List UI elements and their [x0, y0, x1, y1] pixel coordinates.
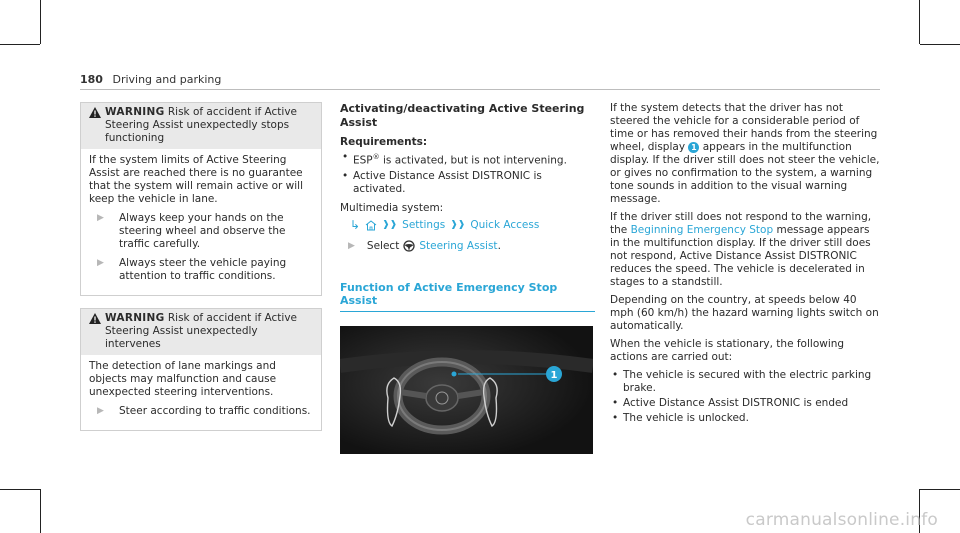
instruction-text: Always steer the vehicle paying attention to traffic conditions. — [119, 257, 287, 282]
header-divider — [80, 89, 880, 90]
crop-mark — [920, 489, 960, 490]
multimedia-label: Multimedia system: — [340, 201, 444, 214]
watermark: carmanualsonline.info — [745, 510, 938, 530]
warning-title: Risk of accident if Active Steering Assist unexpectedly intervenes — [105, 312, 297, 350]
emergency-heading: Function of Active Emergency Stop Assist — [340, 281, 595, 312]
list-item: • ESP® is activated, but is not intervening. — [340, 151, 595, 168]
warning-box-2 — [80, 308, 322, 431]
instruction — [97, 405, 313, 418]
instruction-text: Steer according to traffic conditions. — [119, 405, 311, 417]
warning-label: WARNING — [105, 312, 165, 324]
warning-text: The detection of lane markings and objects may malfunction and cause unexpected steering interventions. — [89, 360, 277, 398]
return-arrow-icon: ↳ — [350, 217, 361, 232]
list-item: • Active Distance Assist DISTRONIC is activated. — [340, 170, 595, 196]
crop-mark — [0, 489, 40, 490]
warning-header — [81, 309, 321, 355]
paragraph: When the vehicle is stationary, the following actions are carried out: — [610, 338, 845, 363]
section-heading: Activating/deactivating Active Steering Assist — [340, 102, 585, 129]
menu-settings-link[interactable]: Settings — [402, 218, 446, 231]
requirements-label: Requirements: — [340, 136, 428, 148]
instruction-arrow-icon: ▶ — [97, 213, 104, 223]
instruction — [97, 212, 313, 251]
paragraph: If the system detects that the driver has not steered the vehicle for a considerable period of time or has removed their hands from the steering wheel, display 1 appears in the multifunction display. If the driver still does not steer the vehicle, or gives no confirmation to the system, a warning tone sounds in addition to the visual warning message. — [610, 102, 880, 205]
column-right — [610, 102, 882, 431]
section-title: Driving and parking — [112, 73, 222, 86]
crop-mark — [920, 44, 960, 45]
column-left — [80, 102, 322, 443]
warning-triangle-icon — [89, 106, 105, 145]
select-instruction: ▶ Select Steering Assist. — [348, 239, 501, 252]
chevron-right-icon: ❱❱ — [450, 219, 466, 230]
crop-mark — [40, 489, 41, 533]
page-number: 180 — [80, 73, 103, 86]
warning-title: Risk of accident if Active Steering Assist unexpectedly stops functioning — [105, 106, 297, 144]
chevron-right-icon: ❱❱ — [382, 219, 398, 230]
warning-box-1 — [80, 102, 322, 296]
menu-quick-access-link[interactable]: Quick Access — [470, 218, 540, 231]
warning-body — [81, 355, 321, 430]
warning-text: If the system limits of Active Steering Assist are reached there is no guarantee that the system will remain active or will keep the vehicle in lane. — [89, 154, 303, 205]
instruction — [97, 257, 313, 283]
menu-path — [350, 219, 595, 232]
crop-mark — [40, 0, 41, 44]
steering-wheel-icon — [403, 240, 415, 252]
list-item: • The vehicle is secured with the electric parking brake. — [610, 369, 882, 395]
column-middle — [340, 102, 595, 454]
warning-triangle-icon — [89, 312, 105, 351]
instruction-arrow-icon: ▶ — [348, 240, 355, 251]
paragraph: If the driver still does not respond to the warning, the Beginning Emergency Stop message appears in the multifunction display. If the driver still does not respond, Active Distance Assist DISTRONIC reduces the speed. The vehicle is decelerated in stages to a standstill. — [610, 211, 872, 288]
instruction-arrow-icon: ▶ — [97, 406, 104, 416]
requirements-list — [340, 151, 595, 196]
list-item: • Active Distance Assist DISTRONIC is ended — [610, 397, 882, 410]
instruction-text: Always keep your hands on the steering wheel and observe the traffic carefully. — [119, 212, 286, 250]
actions-list — [610, 369, 882, 425]
warning-label: WARNING — [105, 106, 165, 118]
callout-number: 1 — [550, 369, 558, 381]
select-prefix: Select — [366, 239, 400, 252]
emergency-stop-link[interactable]: Beginning Emergency Stop — [630, 224, 774, 236]
steering-assist-link[interactable]: Steering Assist — [419, 239, 498, 252]
crop-mark — [919, 0, 920, 44]
crop-mark — [0, 44, 40, 45]
callout-badge: 1 — [688, 142, 699, 153]
cockpit-illustration — [340, 326, 593, 454]
list-item: • The vehicle is unlocked. — [610, 412, 882, 425]
page-header — [80, 73, 880, 89]
warning-header — [81, 103, 321, 149]
instruction-arrow-icon: ▶ — [97, 258, 104, 268]
paragraph: Depending on the country, at speeds below 40 mph (60 km/h) the hazard warning lights switch on automatically. — [610, 294, 879, 332]
home-icon[interactable] — [365, 220, 377, 231]
warning-body — [81, 149, 321, 295]
